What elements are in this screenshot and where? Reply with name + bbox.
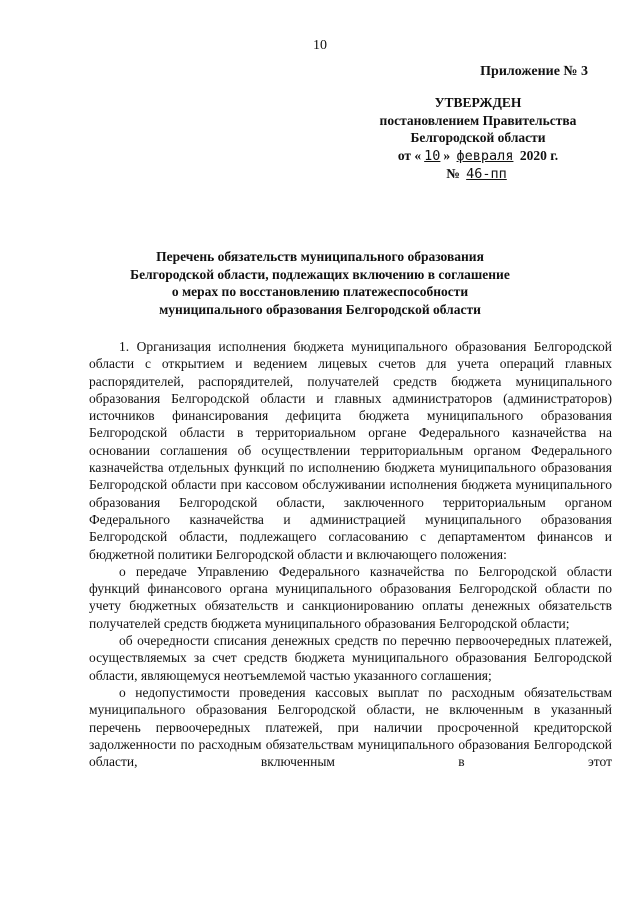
approval-number	[358, 165, 598, 184]
title-line: муниципального образования Белгородской области	[159, 301, 481, 317]
approved-by-line-1: постановлением Правительства	[379, 112, 577, 128]
date-day: 10	[424, 147, 441, 164]
number-value: 46-пп	[466, 166, 507, 182]
page-number: 10	[313, 38, 327, 53]
date-prefix: от «	[397, 147, 422, 163]
date-year: 2020 г.	[519, 147, 559, 163]
approval-date	[358, 147, 598, 166]
title-line: Перечень обязательств муниципального образования	[156, 249, 484, 264]
title-line: о мерах по восстановлению платежеспособности	[171, 284, 469, 299]
appendix-label: Приложение № 3	[480, 64, 588, 79]
title-line: Белгородской области, подлежащих включению в соглашение	[130, 266, 510, 282]
approval-block	[358, 94, 598, 184]
paragraph-4: о недопустимости проведения кассовых выплат по расходным обязательствам муниципального образования Белгородской области, не включенным в указанный перечень первоочередных платежей, при наличии просроченной кредиторской задолженности по расходным обязательствам муниципального образования Белгородской области, включенным в этот	[89, 684, 612, 770]
paragraph-3: об очередности списания денежных средств по перечню первоочередных платежей, осуществляемых за счет средств бюджета муниципального образования Белгородской области, являющемуся неотъемлемой частью указанного соглашения;	[89, 633, 612, 683]
paragraph-2: о передаче Управлению Федерального казначейства по Белгородской области функций финансового органа муниципального образования Белгородской области по учету бюджетных обязательств и санкционированию оплаты денежных обязательств получателей средств бюджета муниципального образования Белгородской области;	[89, 563, 612, 631]
date-mid: »	[443, 147, 451, 163]
number-prefix: №	[446, 166, 460, 181]
approved-heading: УТВЕРЖДЕН	[434, 95, 522, 110]
approved-by-line-2: Белгородской области	[410, 130, 546, 145]
document-title	[60, 248, 580, 318]
date-month: февраля	[456, 147, 514, 164]
document-body	[89, 338, 612, 770]
paragraph-1: 1. Организация исполнения бюджета муниципального образования Белгородской области с открытием и ведением лицевых счетов для учета операций главных распорядителей, распорядителей, получателей средств бюджета муниципального образования Белгородской области и главных администраторов (администраторов) источников финансирования дефицита бюджета муниципального образования Белгородской области в территориальном органе Федерального казначейства на основании соглашения об осуществлении территориальным органом Федерального казначейства отдельных функций по исполнению бюджета муниципального образования Белгородской области при кассовом обслуживании исполнения бюджета муниципального образования Белгородской области, заключенного территориальным органом Федерального казначейства и администрацией муниципального образования Белгородской области, подлежащего согласованию с департаментом финансов и бюджетной политики Белгородской области и включающего положения:	[89, 339, 612, 562]
